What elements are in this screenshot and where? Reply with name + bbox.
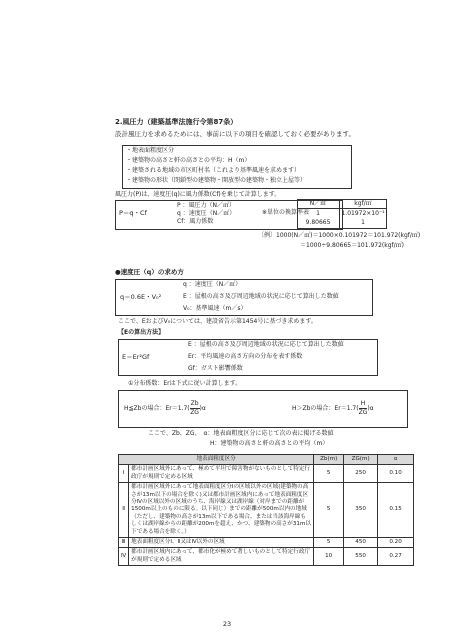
section-title: 2.風圧力（建築基準法施行令第87条）	[115, 118, 238, 126]
er-case-1	[124, 400, 206, 417]
er-case-1-fraction	[190, 400, 200, 417]
zb-cell: 5	[314, 465, 344, 483]
velocity-def: E ：屋根の高さ及び周辺地域の状況に応じて算出した数値	[183, 293, 339, 300]
e-formula: E＝Er²Gf	[122, 353, 150, 361]
formula-def: q ：速度圧（N／㎡）	[177, 210, 236, 217]
er-note: ①分布係数：Erは下式に従い計算します。	[128, 380, 242, 387]
e-def: Gf：ガスト影響係数	[188, 365, 243, 372]
velocity-note: ここで、EおよびV₀については、建設省告示第1454号に基づき求めます。	[118, 318, 317, 325]
velocity-formula: q＝0.6E・V₀²	[120, 293, 162, 301]
fraction-numerator: H	[359, 400, 368, 409]
class-cell: Ⅳ	[119, 548, 129, 566]
zg-cell: 550	[344, 548, 378, 566]
table-row	[119, 538, 414, 548]
example-line: ＝1000÷9.80665＝101.972(kgf/㎡)	[300, 242, 405, 249]
conversion-cell: 9.80665	[305, 219, 331, 226]
conversion-cell: 1	[316, 210, 320, 217]
table-row	[119, 465, 414, 483]
alpha-cell: 0.15	[378, 483, 414, 538]
zb-cell: 10	[314, 548, 344, 566]
alpha-cell: 0.20	[378, 538, 414, 548]
table-header: 地表面粗度区分	[119, 455, 314, 465]
er-case-1-prefix: H≦Zbの場合：Er＝1.7(	[124, 405, 190, 412]
velocity-def: V₀：基準風速（m／s）	[183, 305, 247, 312]
formula-def: Cf：風力係数	[177, 218, 214, 225]
table-header: α	[378, 455, 414, 465]
conversion-cell: 1.01972×10⁻¹	[341, 210, 385, 217]
example-line: 〔例〕1000(N／㎡)＝1000×0.101972＝101.972(kgf/㎡)	[258, 232, 421, 239]
table-row	[119, 483, 414, 538]
class-cell: Ⅰ	[119, 465, 129, 483]
zb-cell: 5	[314, 538, 344, 548]
alpha-cell: 0.10	[378, 465, 414, 483]
zg-cell: 350	[344, 483, 378, 538]
formula-def: P ：風圧力（N／㎡）	[177, 202, 236, 209]
pressure-formula: P＝q・Cf	[119, 209, 147, 217]
er-case-2-suffix: )α	[367, 405, 374, 412]
velocity-heading: ●速度圧（q）の求め方	[115, 268, 184, 276]
checklist-item: ・地表面粗度区分	[126, 147, 175, 154]
class-cell: Ⅲ	[119, 538, 129, 548]
desc-cell: 都市計画区域外にあって、極めて平坦で障害物がないものとして特定行政庁が規則で定める区域	[129, 465, 314, 483]
er-case-2-prefix: H＞Zbの場合：Er＝1.7(	[292, 405, 359, 412]
zg-cell: 250	[344, 465, 378, 483]
conversion-header: N／㎡	[309, 200, 327, 207]
where-line: H：建築物の高さと軒の高さとの平均（m）	[210, 440, 329, 447]
zg-cell: 450	[344, 538, 378, 548]
fraction-denominator: ZG	[358, 409, 368, 416]
pressure-note: 風圧力(P)は、速度圧(q)に風力係数(Cf)を乗じて計算します。	[115, 191, 281, 198]
class-cell: Ⅱ	[119, 483, 129, 538]
desc-cell: 地表面粗度区分Ⅰ、Ⅱ又はⅣ以外の区域	[129, 538, 314, 548]
checklist-item: ・建築される地域の市区町村名（これより基準風速を求めます）	[126, 167, 301, 174]
e-method-heading: 【Eの算出方法】	[118, 329, 165, 336]
roughness-table	[118, 454, 414, 566]
table-row	[119, 548, 414, 566]
fraction-denominator: ZG	[190, 409, 199, 416]
e-def: Er：平均風速の高さ方向の分布を表す係数	[188, 353, 303, 360]
where-line: ここで、Zb、ZG、 α：地表面粗度区分に応じて次の表に掲げる数値	[148, 430, 334, 437]
fraction-numerator: Zb	[190, 400, 199, 407]
velocity-def: q ：速度圧（N／㎡）	[183, 281, 242, 288]
er-case-1-suffix: )α	[199, 405, 206, 412]
checklist-item: ・建築物の形状（閉鎖型の建築物・開放型の建築物・独立上屋等）	[126, 177, 307, 184]
intro-text: 設計風圧力を求めるためには、事前に以下の項目を確認しておく必要があります。	[115, 130, 355, 138]
checklist-item: ・建築物の高さと軒の高さとの平均：H（m）	[126, 157, 251, 164]
conversion-header: kgf/㎡	[354, 200, 372, 207]
zb-cell: 5	[314, 483, 344, 538]
desc-cell: 都市計画区域内にあって、都市化が極めて著しいものとして特定行政庁が規則で定める区域	[129, 548, 314, 566]
desc-cell: 都市計画区域外にあって地表面粗度区分Ⅰの区域以外の区域(建築物の高さが13m以下の場合を除く)又は都市計画区域内にあって地表面粗度区分Ⅳの区域以外の区域のうち、海岸線又は湖岸線（対岸までの距離が1500m以上のものに限る。以下同じ）までの距離が500m以内の地域（ただし、建築物の高さが13m以下である場合、または当該海岸線もしくは湖岸線からの距離が200mを超え、かつ、建築物の高さが31m以下である場合を除く。）	[129, 483, 314, 538]
er-case-2	[292, 400, 374, 417]
table-header: Zb(m)	[314, 455, 344, 465]
page-number: 23	[222, 620, 232, 628]
table-header: ZG(m)	[344, 455, 378, 465]
conversion-note: ※単位の換算率表	[262, 209, 310, 216]
conversion-cell: 1	[361, 219, 365, 226]
alpha-cell: 0.27	[378, 548, 414, 566]
e-def: E ：屋根の高さ及び周辺地域の状況に応じて算出した数値	[188, 341, 344, 348]
